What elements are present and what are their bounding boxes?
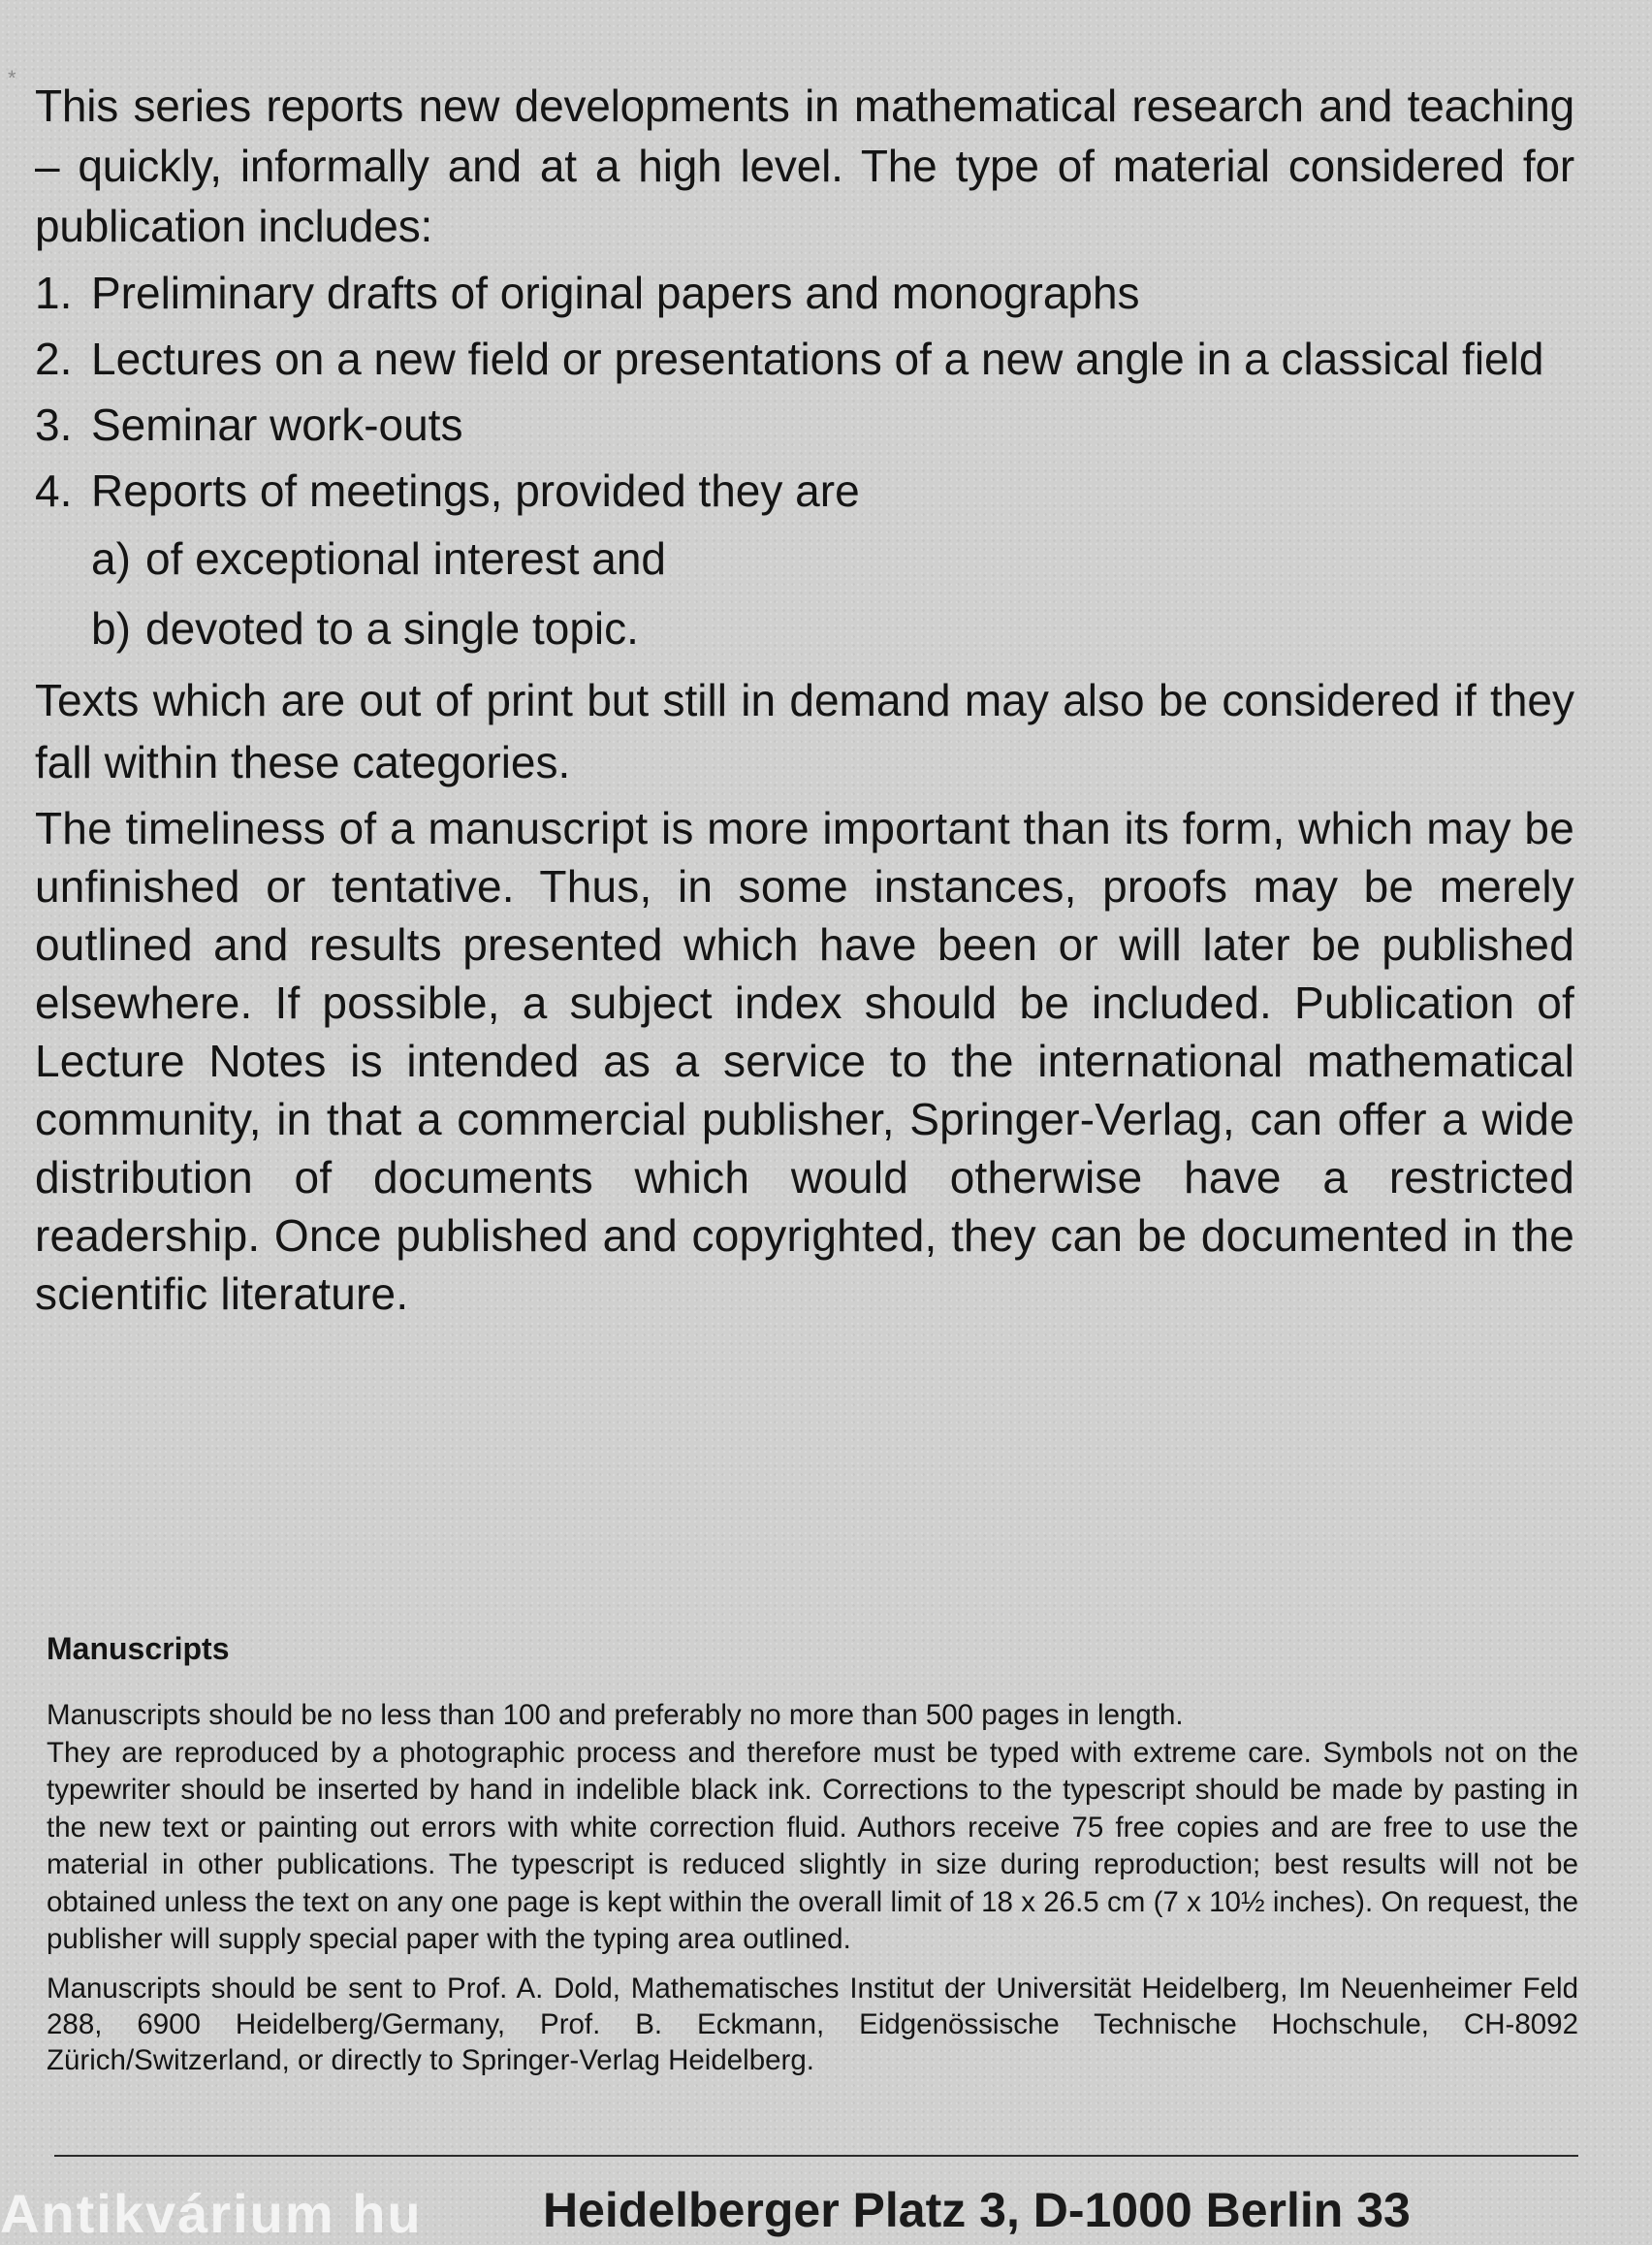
manuscripts-length: Manuscripts should be no less than 100 and preferably no more than 500 pages in length. — [47, 1699, 1184, 1731]
sub-list-item — [35, 593, 1574, 663]
list-item-text: Preliminary drafts of original papers and monographs — [91, 268, 1140, 318]
list-item — [35, 260, 1574, 326]
sub-list-item — [35, 524, 1574, 593]
corner-mark: * — [8, 66, 16, 90]
material-categories-list — [35, 260, 1574, 663]
footer-divider — [54, 2155, 1578, 2157]
list-item-number: 4. — [35, 465, 73, 516]
manuscripts-section — [47, 1629, 1578, 2078]
list-item — [35, 392, 1574, 458]
sub-list-item-text: devoted to a single topic. — [145, 603, 639, 654]
publisher-address: Heidelberger Platz 3, D-1000 Berlin 33 — [543, 2183, 1411, 2237]
list-item — [35, 458, 1574, 524]
sub-list-item-text: of exceptional interest and — [145, 533, 667, 584]
out-of-print-paragraph: Texts which are out of print but still in demand may also be considered if they fall within these categories. — [35, 675, 1574, 787]
sub-list-item-letter: a) — [91, 533, 131, 584]
footer-cut-off — [0, 2182, 1652, 2244]
list-item-number: 3. — [35, 400, 73, 450]
list-item — [35, 326, 1574, 392]
manuscripts-address: Manuscripts should be sent to Prof. A. Dold, Mathematisches Institut der Universität Heidelberg, Im Neuenheimer Feld 288, 6900 Heidelberg/Germany, Prof. B. Eckmann, Eidgenössische Technische Hochschule, CH-8092 Zürich/Switzerland, or directly to Springer-Verlag Heidelberg. — [47, 1972, 1578, 2076]
manuscripts-heading: Manuscripts — [47, 1631, 230, 1666]
list-item-text: Seminar work-outs — [91, 400, 463, 450]
list-item-text: Lectures on a new field or presentations of a new angle in a classical field — [91, 334, 1544, 384]
list-item-text: Reports of meetings, provided they are — [91, 465, 860, 516]
manuscripts-instructions: They are reproduced by a photographic process and therefore must be typed with extreme care. Symbols not on the typewriter should be inserted by hand in indelible black ink. Corrections to the typescript should be made by pasting in the new text or painting out errors with white correction fluid. Authors receive 75 free copies and are free to use the material in other publications. The typescript is reduced slightly in size during reproduction; best results will not be obtained unless the text on any one page is kept within the overall limit of 18 x 26.5 cm (7 x 10½ inches). On request, the publisher will supply special paper with the typing area outlined. — [47, 1736, 1578, 1955]
list-item-number: 2. — [35, 334, 73, 384]
series-description — [35, 76, 1574, 1323]
watermark: Antikvárium hu — [0, 2183, 423, 2244]
intro-paragraph: This series reports new developments in mathematical research and teaching – quickly, informally and at a high level. The type of material considered for publication includes: — [35, 80, 1574, 251]
sub-list-item-letter: b) — [91, 603, 131, 654]
timeliness-paragraph: The timeliness of a manuscript is more important than its form, which may be unfinished or tentative. Thus, in some instances, proofs may be merely outlined and results presented which have been or will later be published elsewhere. If possible, a subject index should be included. Publication of Lecture Notes is intended as a service to the international mathematical community, in that a commercial publisher, Springer-Verlag, can offer a wide distribution of documents which would otherwise have a restricted readership. Once published and copyrighted, they can be documented in the scientific literature. — [35, 803, 1574, 1319]
list-item-number: 1. — [35, 268, 73, 318]
